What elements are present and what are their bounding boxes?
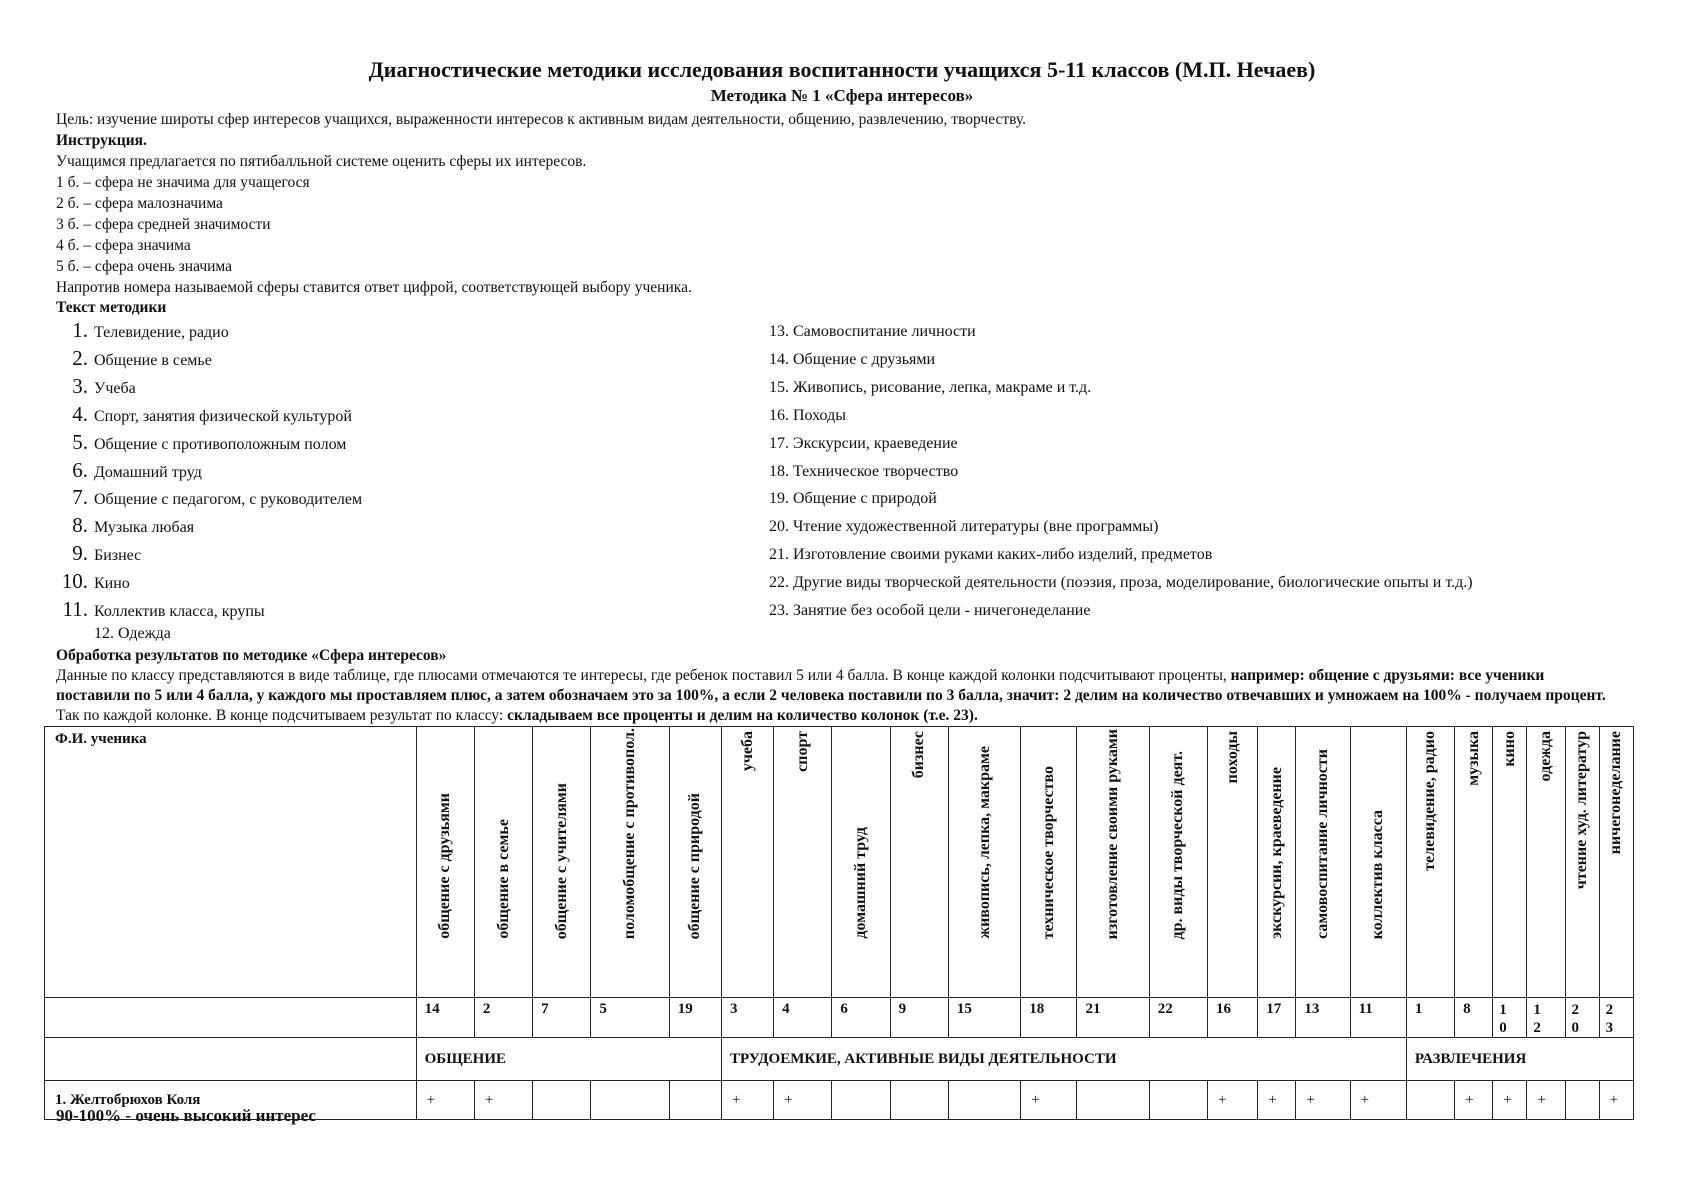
column-header-label: общение с природой <box>686 792 704 939</box>
list-item <box>54 318 229 343</box>
column-header <box>1296 727 1350 998</box>
page-subtitle: Методика № 1 «Сфера интересов» <box>710 86 974 105</box>
column-header <box>1021 727 1077 998</box>
list-item: 23. Занятие без особой цели - ничегонеделание <box>769 602 1091 619</box>
column-number: 2 <box>474 998 532 1038</box>
list-item-number: 10. <box>61 569 88 594</box>
mark-cell[interactable] <box>533 1081 591 1120</box>
column-header-label: общение с друзьями <box>436 793 454 939</box>
column-number: 9 <box>890 998 948 1038</box>
column-header <box>416 727 474 998</box>
column-header <box>1149 727 1207 998</box>
list-item: 13. Самовоспитание личности <box>769 323 976 340</box>
column-header-label: домашний труд <box>852 827 870 939</box>
group-communication: ОБЩЕНИЕ <box>416 1038 721 1081</box>
column-header <box>1208 727 1258 998</box>
list-item-text: Телевидение, радио <box>94 324 229 341</box>
column-header-label: учеба <box>738 731 756 772</box>
fio-header: Ф.И. ученика <box>45 727 417 998</box>
column-header-label: экскурсии, краеведение <box>1267 767 1285 939</box>
mark-cell[interactable] <box>832 1081 890 1120</box>
list-item <box>54 597 265 622</box>
mark-cell[interactable]: + <box>721 1081 773 1120</box>
list-item-number: 4. <box>72 401 88 426</box>
list-item-number: 2. <box>72 345 88 370</box>
column-header <box>1406 727 1454 998</box>
list-item-text: Спорт, занятия физической культурой <box>94 407 352 425</box>
column-header-label: одежда <box>1536 731 1554 782</box>
column-number: 15 <box>948 998 1020 1038</box>
list-item-text: Общение в семье <box>94 351 212 369</box>
empty-cell <box>45 998 417 1038</box>
list-item: 18. Техническое творчество <box>769 462 959 480</box>
mark-cell[interactable] <box>669 1081 721 1120</box>
mark-cell[interactable] <box>1149 1081 1207 1120</box>
processing-text-4: складываем все проценты и делим на количество колонок (т.е. 23). <box>507 707 978 724</box>
column-number: 2 0 <box>1565 998 1599 1038</box>
column-header-label: поломобщение с противопол. <box>621 727 639 939</box>
mark-cell[interactable] <box>591 1081 669 1120</box>
mark-cell[interactable]: + <box>1493 1081 1527 1120</box>
list-item-text: Домашний труд <box>94 463 202 481</box>
table-number-row <box>45 998 1634 1038</box>
instruction-line: 4 б. – сфера значима <box>56 237 191 254</box>
column-header <box>1565 727 1599 998</box>
processing-text-2: например: общение с друзьями: все ученики поставили по 5 или 4 балла, у каждого мы проставляем плюс, а затем обозначаем это за 100%, а если 2 человека поставили по 3 балла, значит: 2 делим на количество отвечавших и умножаем на 100% - получаем процент. <box>56 667 1606 704</box>
interests-table <box>44 726 1634 1120</box>
column-header <box>890 727 948 998</box>
column-number: 2 3 <box>1599 998 1633 1038</box>
mark-cell[interactable]: + <box>1021 1081 1077 1120</box>
student-name: 1. Желтобрюхов Коля <box>45 1081 417 1120</box>
column-number: 5 <box>591 998 669 1038</box>
list-item-number: 8. <box>72 513 88 538</box>
column-header <box>721 727 773 998</box>
mark-cell[interactable] <box>1077 1081 1149 1120</box>
instruction-line: 5 б. – сфера очень значима <box>56 258 232 275</box>
mark-cell[interactable] <box>890 1081 948 1120</box>
column-number: 1 2 <box>1527 998 1565 1038</box>
column-number: 18 <box>1021 998 1077 1038</box>
column-header-label: ничегонеделание <box>1607 731 1625 855</box>
column-header <box>591 727 669 998</box>
column-header-label: др. виды творческой деят. <box>1169 750 1187 939</box>
list-item: 16. Походы <box>769 406 846 424</box>
list-item <box>54 541 141 566</box>
mark-cell[interactable] <box>948 1081 1020 1120</box>
column-header <box>1527 727 1565 998</box>
list-item <box>54 485 362 510</box>
list-item <box>54 402 352 427</box>
column-header-label: живопись, лепка, макраме <box>975 746 993 939</box>
column-header-label: коллектив класса <box>1369 809 1387 939</box>
column-number: 16 <box>1208 998 1258 1038</box>
list-item: 21. Изготовление своими руками каких-либо изделий, предметов <box>769 546 1213 564</box>
list-item-number: 3. <box>72 373 88 398</box>
column-header <box>832 727 890 998</box>
column-header-label: музыка <box>1464 731 1482 786</box>
mark-cell[interactable]: + <box>774 1081 832 1120</box>
group-active: ТРУДОЕМКИЕ, АКТИВНЫЕ ВИДЫ ДЕЯТЕЛЬНОСТИ <box>721 1038 1406 1081</box>
column-number: 11 <box>1350 998 1406 1038</box>
column-header <box>774 727 832 998</box>
mark-cell[interactable]: + <box>1258 1081 1296 1120</box>
instruction-line: Учащимся предлагается по пятибалльной системе оценить сферы их интересов. <box>56 153 587 170</box>
mark-cell[interactable]: + <box>1527 1081 1565 1120</box>
column-header-label: общение в семье <box>494 819 512 939</box>
instruction-line: 2 б. – сфера малозначима <box>56 195 223 212</box>
list-item <box>54 374 136 399</box>
footer-note: 90-100% - очень высокий интерес <box>56 1106 316 1125</box>
mark-cell[interactable] <box>1406 1081 1454 1120</box>
list-item: 14. Общение с друзьями <box>769 350 936 368</box>
list-item-text: Учеба <box>94 379 136 397</box>
list-item: 19. Общение с природой <box>769 490 937 508</box>
column-header-label: походы <box>1223 731 1241 784</box>
page-title: Диагностические методики исследования воспитанности учащихся 5-11 классов (М.П. Нечаев) <box>368 57 1316 82</box>
instruction-line: Напротив номера называемой сферы ставится ответ цифрой, соответствующей выбору ученика. <box>56 279 692 296</box>
list-item <box>54 430 346 455</box>
column-number: 1 <box>1406 998 1454 1038</box>
list-item: 22. Другие виды творческой деятельности (поэзия, проза, моделирование, биологические опыты и т.д.) <box>769 574 1473 592</box>
mark-cell[interactable]: + <box>1350 1081 1406 1120</box>
mark-cell[interactable]: + <box>1296 1081 1350 1120</box>
text-heading: Текст методики <box>56 299 167 316</box>
mark-cell[interactable]: + <box>416 1081 474 1120</box>
mark-cell[interactable]: + <box>474 1081 532 1120</box>
column-header-label: кино <box>1500 731 1518 767</box>
instruction-heading: Инструкция. <box>56 132 147 149</box>
list-item-number: 9. <box>72 541 88 566</box>
column-header <box>474 727 532 998</box>
column-header <box>1455 727 1493 998</box>
instruction-line: 3 б. – сфера средней значимости <box>56 216 271 233</box>
mark-cell[interactable]: + <box>1455 1081 1493 1120</box>
group-entertainment: РАЗВЛЕЧЕНИЯ <box>1406 1038 1633 1081</box>
list-item <box>54 513 194 538</box>
table-header-row <box>45 727 1634 998</box>
list-item-number: 5. <box>72 429 88 454</box>
table-group-row <box>45 1038 1634 1081</box>
instruction-line: 1 б. – сфера не значима для учащегося <box>56 174 310 191</box>
list-item-text: Общение с педагогом, с руководителем <box>94 491 363 509</box>
column-header-label: спорт <box>793 731 811 772</box>
processing-text-3: Так по каждой колонке. В конце подсчитываем результат по классу: <box>56 707 508 724</box>
column-number: 13 <box>1296 998 1350 1038</box>
column-header-label: изготовление своими руками <box>1104 728 1122 939</box>
column-header-label: телевидение, радио <box>1421 731 1439 871</box>
column-number: 3 <box>721 998 773 1038</box>
list-item-number: 7. <box>72 485 88 510</box>
mark-cell[interactable] <box>1565 1081 1599 1120</box>
list-item <box>54 458 202 483</box>
column-header-label: чтение худ. литератур <box>1573 731 1591 890</box>
column-header <box>1077 727 1149 998</box>
list-item-text: Бизнес <box>94 547 142 565</box>
column-header <box>948 727 1020 998</box>
list-item: 20. Чтение художественной литературы (вне программы) <box>769 518 1159 536</box>
list-item-text: Музыка любая <box>94 519 195 537</box>
list-item-number: 11. <box>62 597 88 621</box>
processing-text-1: Данные по классу представляются в виде таблице, где плюсами отмечаются те интересы, где ребенок поставил 5 или 4 балла. В конце каждой колонки подсчитывают проценты, <box>56 667 1231 684</box>
processing-text <box>56 666 1616 726</box>
column-number: 22 <box>1149 998 1207 1038</box>
column-number: 4 <box>774 998 832 1038</box>
column-header <box>533 727 591 998</box>
list-item <box>54 346 212 371</box>
column-header-label: техническое творчество <box>1039 765 1057 939</box>
mark-cell[interactable]: + <box>1599 1081 1633 1120</box>
processing-heading: Обработка результатов по методике «Сфера интересов» <box>56 647 447 664</box>
list-item-12: 12. Одежда <box>94 625 171 642</box>
column-header-label: самовоспитание личности <box>1314 749 1331 939</box>
list-item-text: Коллектив класса, крупы <box>94 603 265 620</box>
column-number: 17 <box>1258 998 1296 1038</box>
column-number: 21 <box>1077 998 1149 1038</box>
empty-cell <box>45 1038 417 1081</box>
list-item <box>54 569 130 594</box>
column-number: 7 <box>533 998 591 1038</box>
column-number: 8 <box>1455 998 1493 1038</box>
column-number: 6 <box>832 998 890 1038</box>
list-item: 15. Живопись, рисование, лепка, макраме и т.д. <box>769 378 1092 396</box>
column-header <box>1599 727 1633 998</box>
column-number: 19 <box>669 998 721 1038</box>
column-header-label: бизнес <box>910 731 928 779</box>
mark-cell[interactable]: + <box>1208 1081 1258 1120</box>
list-item: 17. Экскурсии, краеведение <box>769 434 958 452</box>
goal-text: Цель: изучение широты сфер интересов учащихся, выраженности интересов к активным видам деятельности, общению, развлечению, творчеству. <box>56 111 1026 128</box>
column-header <box>669 727 721 998</box>
list-item-text: Общение с противоположным полом <box>94 435 347 453</box>
column-header <box>1350 727 1406 998</box>
column-number: 14 <box>416 998 474 1038</box>
list-item-text: Кино <box>94 575 130 593</box>
list-item-number: 6. <box>72 457 88 482</box>
list-item-number: 1. <box>72 318 88 342</box>
column-number: 1 0 <box>1493 998 1527 1038</box>
column-header-label: общение с учителями <box>552 782 570 939</box>
column-header <box>1258 727 1296 998</box>
column-header <box>1493 727 1527 998</box>
